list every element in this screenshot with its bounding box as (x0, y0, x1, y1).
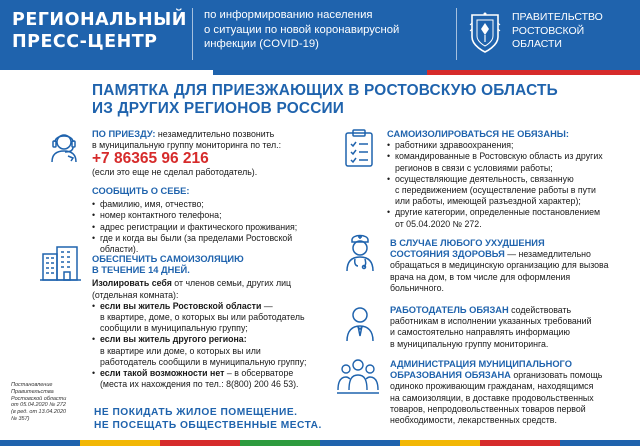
list-item: • номер контактного телефона; (92, 210, 317, 221)
list-item (92, 233, 317, 255)
municipal-rest-1: организовать помощь (510, 370, 603, 381)
municipal-line-3: на самоизоляции, в доставке продовольственных (390, 392, 594, 403)
info-line-2: о ситуации по новой коронавирусной (204, 23, 400, 36)
list-item-text-cont: или работы, имеющей разъездной характер); (395, 196, 581, 207)
team-people-icon (336, 356, 380, 396)
isolation-b1-line-3: сообщили в муниципальную группу; (100, 323, 248, 334)
apartment-building-icon (40, 244, 82, 282)
isolation-b3-bold: если такой возможности нет (100, 368, 225, 379)
isolation-list (92, 301, 327, 391)
municipal-line-5: необходимости, лекарственных средств. (390, 415, 557, 426)
health-line-3: врача на дом, в том числе для оформления (390, 271, 571, 282)
page-header (0, 0, 640, 70)
list-item: • работники здравоохранения; (387, 140, 627, 151)
municipal-line-2: одиноко проживающим гражданам, находящимся (390, 381, 594, 392)
list-item (387, 174, 627, 208)
footnote-line: от 05.04.2020 № 272 (11, 402, 66, 409)
health-line-2: обращаться в медицинскую организацию для вызова (390, 260, 609, 271)
stay-home-warning (94, 406, 322, 432)
press-center-brand (12, 9, 190, 53)
list-item-text: • где и когда вы были (за пределами Ростовской (100, 232, 293, 243)
footnote-line: № 357) (11, 415, 30, 422)
list-item (387, 151, 627, 173)
health-heading-1: В СЛУЧАЕ ЛЮБОГО УХУДШЕНИЯ (390, 238, 545, 248)
isolation-heading-1: ОБЕСПЕЧИТЬ САМОИЗОЛЯЦИЮ (92, 254, 244, 264)
warning-line-2: НЕ ПОСЕЩАТЬ ОБЩЕСТВЕННЫЕ МЕСТА. (94, 420, 322, 431)
municipal-section (390, 359, 635, 426)
gov-line-1: ПРАВИТЕЛЬСТВО (512, 11, 603, 23)
list-item-text: • другие категории, определенные постановлением (395, 207, 601, 218)
list-item-text: • осуществляющие деятельность, связанную (395, 173, 574, 184)
decorative-color-bar (0, 440, 640, 446)
list-item-text-cont: регионов в связи с условиями работы; (395, 162, 553, 173)
press-center-description (204, 8, 452, 52)
arrival-text-2: в муниципальную группу мониторинга по тел.: (92, 140, 282, 151)
isolation-lead-line-2: (отдельная комната): (92, 289, 179, 300)
arrival-text-1: незамедлительно позвонить (155, 129, 275, 139)
list-item (92, 368, 327, 390)
isolation-b3-rest: – в обсерваторе (224, 368, 294, 379)
clipboard-checklist-icon (342, 128, 376, 168)
report-list (92, 199, 317, 255)
gov-line-3: ОБЛАСТИ (512, 38, 562, 50)
employer-heading: РАБОТОДАТЕЛЬ ОБЯЗАН (390, 305, 509, 315)
isolation-b1-bold: если вы житель Ростовской области (100, 300, 262, 311)
employer-section (390, 305, 630, 350)
health-rest-1: — незамедлительно (504, 249, 591, 260)
list-item: • фамилию, имя, отчество; (92, 199, 317, 210)
isolation-b1-rest: — (261, 300, 273, 311)
header-divider (456, 8, 457, 60)
list-item (387, 207, 627, 229)
government-name (512, 11, 603, 52)
isolation-lead-bold: Изолировать себя (92, 278, 172, 289)
brand-line-1: РЕГИОНАЛЬНЫЙ (12, 10, 187, 30)
health-line-4: больничного. (390, 282, 444, 293)
isolation-b2-bold: если вы житель другого региона: (100, 334, 247, 345)
list-item-text-cont: с передвижением (осуществление работы в пути (395, 185, 596, 196)
isolation-b2-line-2: в квартире или доме, о которых вы или (100, 345, 261, 356)
arrival-text-3: (если это еще не сделал работодатель). (92, 167, 258, 178)
municipal-heading-1: АДМИНИСТРАЦИЯ МУНИЦИПАЛЬНОГО (390, 359, 572, 369)
employer-rest-1: содействовать (508, 305, 572, 315)
phone-operator-icon (46, 128, 82, 164)
arrival-section (92, 129, 312, 179)
employee-icon (342, 304, 378, 342)
footnote-line: Правительства (11, 388, 54, 395)
municipal-heading-2: ОБРАЗОВАНИЯ ОБЯЗАНА (390, 370, 511, 381)
list-item (92, 301, 327, 335)
report-section (92, 186, 317, 255)
title-line-2: ИЗ ДРУГИХ РЕГИОНОВ РОССИИ (92, 99, 345, 117)
list-item-text: • командированные в Ростовскую область из других (395, 151, 603, 162)
isolation-lead-rest: от членов семьи, других лиц (171, 278, 292, 289)
employer-line-2: работникам в исполнении указанных требований (390, 316, 592, 327)
exempt-list (387, 140, 627, 230)
list-item-text-cont: от 05.04.2020 № 272. (395, 218, 482, 229)
employer-line-3: и самостоятельно направлять информацию (390, 327, 571, 338)
coat-of-arms-icon (468, 11, 502, 55)
health-section (390, 238, 630, 294)
exempt-section (387, 129, 627, 230)
monitoring-phone[interactable]: +7 86365 96 216 (92, 150, 209, 168)
tricolor-stripe (0, 70, 640, 75)
isolation-b3-line-2: (места их нахождения по тел.: 8(800) 200 46 53). (100, 379, 299, 390)
footnote-line: (в ред. от 13.04.2020 (11, 409, 67, 416)
info-line-1: по информированию населения (204, 9, 373, 21)
isolation-b1-line-2: в квартире, доме, о которых вы или работодатель (100, 312, 305, 323)
footnote-line: Ростовской области (11, 395, 67, 402)
list-item (92, 334, 327, 368)
footnote-line: Постановление (11, 382, 53, 388)
employer-line-4: в муниципальную группу мониторинга. (390, 338, 549, 349)
page-title (92, 82, 558, 117)
isolation-heading-2: В ТЕЧЕНИЕ 14 ДНЕЙ. (92, 265, 190, 276)
info-line-3: инфекции (COVID-19) (204, 38, 319, 50)
warning-line-1: НЕ ПОКИДАТЬ ЖИЛОЕ ПОМЕЩЕНИЕ. (94, 407, 298, 418)
list-item-text-cont: области). (100, 244, 139, 255)
header-divider (192, 8, 193, 60)
isolation-section (92, 254, 327, 390)
report-heading: СООБЩИТЬ О СЕБЕ: (92, 186, 190, 196)
gov-line-2: РОСТОВСКОЙ (512, 24, 585, 37)
health-heading-2: СОСТОЯНИЯ ЗДОРОВЬЯ (390, 249, 505, 260)
title-line-1: ПАМЯТКА ДЛЯ ПРИЕЗЖАЮЩИХ В РОСТОВСКУЮ ОБЛАСТЬ (92, 82, 558, 99)
arrival-heading: ПО ПРИЕЗДУ: (92, 129, 156, 139)
doctor-icon (342, 232, 378, 272)
municipal-line-4: товаров, непродовольственных товаров первой (390, 403, 586, 414)
list-item: • адрес регистрации и фактического проживания; (92, 222, 317, 233)
exempt-heading: САМОИЗОЛИРОВАТЬСЯ НЕ ОБЯЗАНЫ: (387, 129, 569, 139)
brand-line-2: ПРЕСС-ЦЕНТР (12, 32, 158, 52)
legal-footnote (11, 382, 83, 423)
isolation-b2-line-3: работодатель сообщили в муниципальную группу; (100, 356, 307, 367)
